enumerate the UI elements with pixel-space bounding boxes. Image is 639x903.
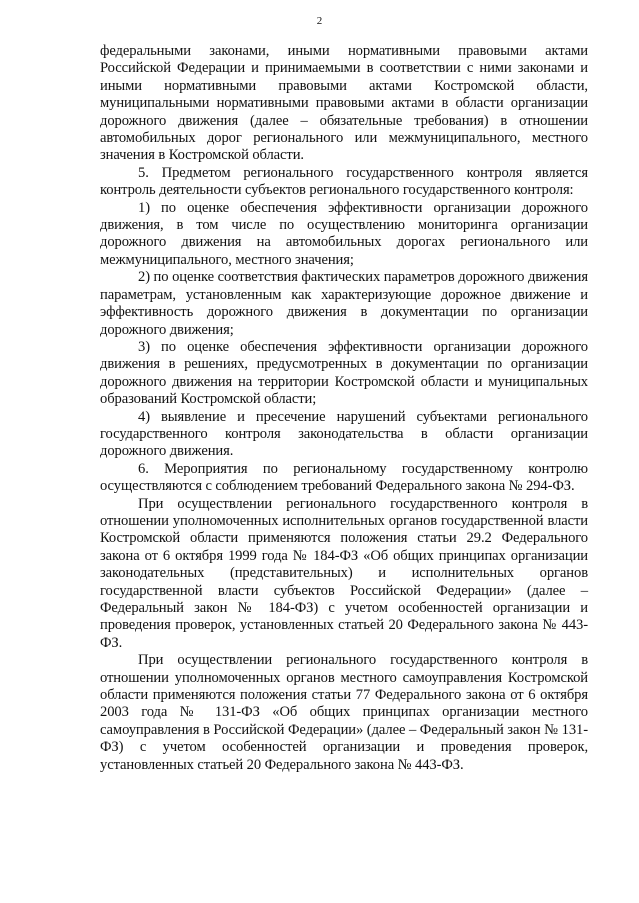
paragraph-7: 6. Мероприятия по региональному государственному контролю осуществляются с соблюдением требований Федерального закона № 294-ФЗ.	[100, 460, 588, 495]
paragraph-6: 4) выявление и пресечение нарушений субъектами регионального государственного контроля законодательства в области организации дорожного движения.	[100, 408, 588, 460]
paragraph-8: При осуществлении регионального государственного контроля в отношении уполномоченных исполнительных органов государственной власти Костромской области применяются положения статьи 29.2 Федерального закона от 6 октября 1999 года № 184-ФЗ «Об общих принципах организации законодательных (представительных) и исполнительных органов государственной власти субъектов Российской Федерации» (далее – Федеральный закон № 184-ФЗ) с учетом особенностей организации и проведения проверок, установленных статьей 20 Федерального закона № 443-ФЗ.	[100, 495, 588, 651]
paragraph-3: 1) по оценке обеспечения эффективности организации дорожного движения, в том числе по осуществлению мониторинга организации дорожного движения на автомобильных дорогах регионального или межмуниципального, местного значения;	[100, 199, 588, 268]
page-number: 2	[316, 15, 323, 27]
paragraph-1: федеральными законами, иными нормативными правовыми актами Российской Федерации и принимаемыми в соответствии с ними законами и иными нормативными правовыми актами Костромской области, муниципальными нормативными правовыми актами в области организации дорожного движения (далее – обязательные требования) в отношении автомобильных дорог регионального или межмуниципального, местного значения в Костромской области.	[100, 43, 588, 164]
paragraph-9: При осуществлении регионального государственного контроля в отношении уполномоченных органов местного самоуправления Костромской области применяются положения статьи 77 Федерального закона от 6 октября 2003 года № 131-ФЗ «Об общих принципах организации местного самоуправления в Российской Федерации» (далее – Федеральный закон № 131-ФЗ) с учетом особенностей организации и проведения проверок, установленных статьей 20 Федерального закона № 443-ФЗ.	[100, 652, 588, 773]
paragraph-2: 5. Предметом регионального государственного контроля является контроль деятельности субъектов регионального государственного контроля:	[100, 164, 588, 199]
paragraph-4: 2) по оценке соответствия фактических параметров дорожного движения параметрам, установленным как характеризующие дорожное движение и эффективность дорожного движения в документации по организации дорожного движения;	[100, 269, 588, 338]
document-body	[100, 43, 588, 774]
paragraph-5: 3) по оценке обеспечения эффективности организации дорожного движения в решениях, предусмотренных в документации по организации дорожного движения на территории Костромской области и муниципальных образований Костромской области;	[100, 338, 588, 408]
